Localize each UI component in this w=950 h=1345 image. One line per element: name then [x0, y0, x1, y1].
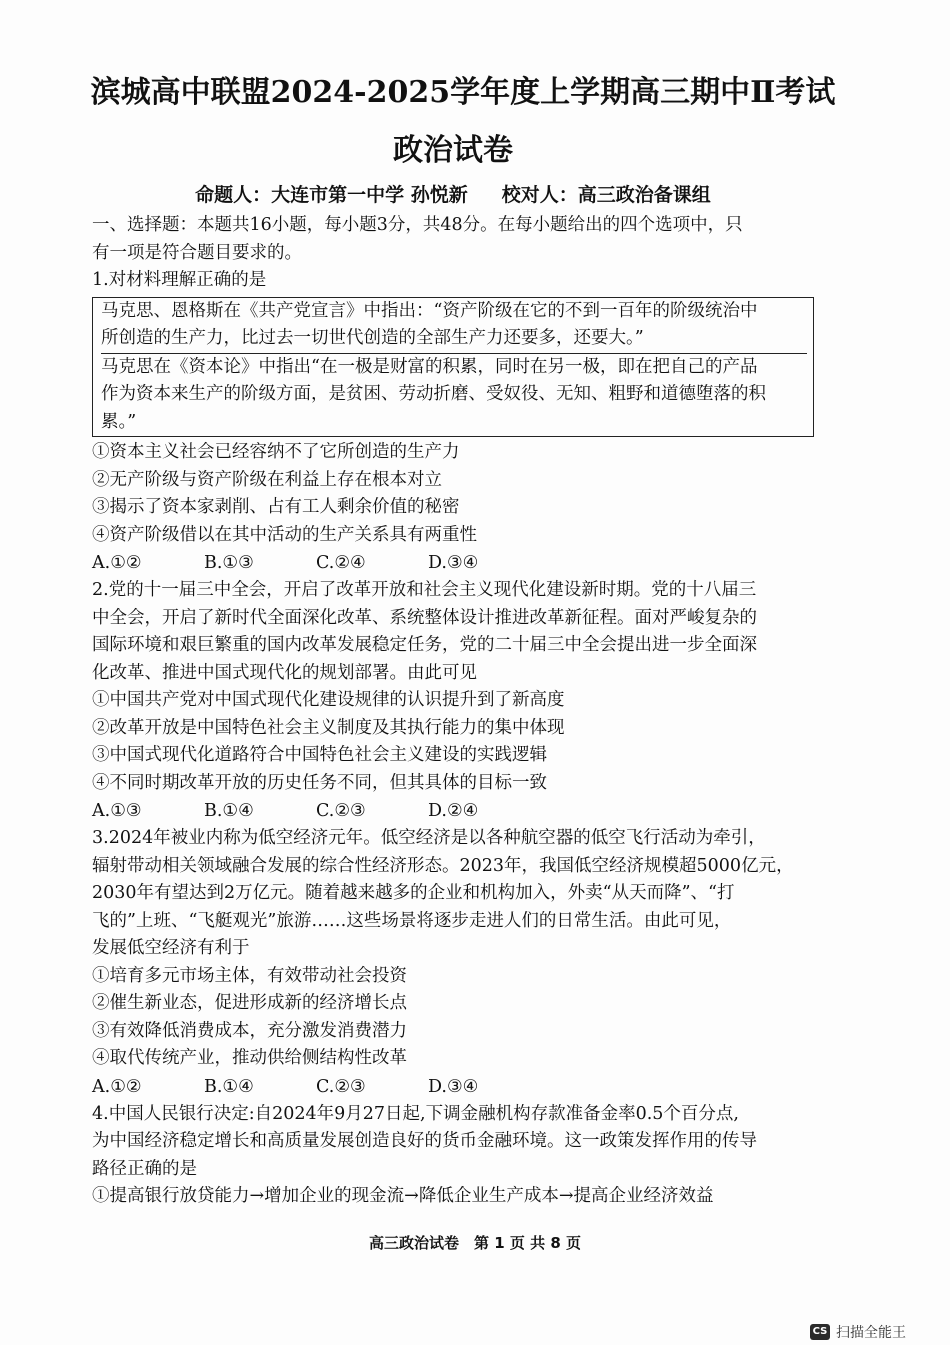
- question-stem: 飞的”上班、“飞艇观光”旅游……这些场景将逐步走进人们的日常生活。由此可见，: [92, 910, 732, 931]
- section-instructions: [92, 212, 814, 267]
- question-2: [92, 577, 814, 825]
- answer-options: [92, 797, 814, 825]
- camscanner-icon: CS: [810, 1324, 830, 1340]
- instruction-line: 有一项是符合题目要求的。: [92, 242, 302, 263]
- material-box: [92, 297, 814, 438]
- question-1: [92, 267, 814, 577]
- question-stem: 2.党的十一届三中全会，开启了改革开放和社会主义现代化建设新时期。党的十八届三: [92, 580, 757, 600]
- option-d: D.②④: [428, 801, 479, 821]
- exam-page: [90, 70, 836, 1211]
- exam-meta: [92, 182, 814, 208]
- scanner-watermark: [810, 1318, 950, 1345]
- option-b: B.①④: [204, 1076, 254, 1097]
- question-stem: 化改革、推进中国式现代化的规划部署。由此可见: [92, 662, 477, 683]
- material-line: 马克思在《资本论》中指出“在一极是财富的积累，同时在另一极，即在把自己的产品: [101, 356, 758, 377]
- statement-item: ④取代传统产业，推动供给侧结构性改革: [92, 1048, 407, 1068]
- statement-item: ②改革开放是中国特色社会主义制度及其执行能力的集中体现: [92, 717, 565, 738]
- statement-item: ③有效降低消费成本，充分激发消费潜力: [92, 1020, 407, 1041]
- material-paragraph: [101, 353, 807, 437]
- statement-item: ①提高银行放贷能力→增加企业的现金流→降低企业生产成本→提高企业经济效益: [92, 1186, 714, 1206]
- author-line: 命题人：大连市第一中学 孙悦新: [195, 184, 468, 206]
- question-stem: 2030年有望达到2万亿元。随着越来越多的企业和机构加入，外卖“从天而降”、“打: [92, 883, 735, 903]
- exam-subtitle: 政治试卷: [393, 133, 513, 168]
- question-stem: 为中国经济稳定增长和高质量发展创造良好的货币金融环境。这一政策发挥作用的传导: [92, 1131, 757, 1151]
- option-a: A.①②: [92, 553, 142, 573]
- statement-item: ①中国共产党对中国式现代化建设规律的认识提升到了新高度: [92, 690, 565, 710]
- checker-line: 校对人：高三政治备课组: [501, 184, 711, 206]
- exam-title: 滨城高中联盟2024-2025学年度上学期高三期中Ⅱ考试: [90, 75, 836, 110]
- question-stem: 1.对材料理解正确的是: [92, 270, 267, 290]
- option-b: B.①④: [204, 801, 254, 821]
- option-c: C.②③: [316, 801, 366, 821]
- question-stem: 国际环境和艰巨繁重的国内改革发展稳定任务，党的二十届三中全会提出进一步全面深: [92, 635, 757, 655]
- material-line: 所创造的生产力，比过去一切世代创造的全部生产力还要多，还要大。”: [101, 328, 644, 348]
- statement-item: ①培育多元市场主体，有效带动社会投资: [92, 965, 407, 986]
- material-line: 马克思、恩格斯在《共产党宣言》中指出：“资产阶级在它的不到一百年的阶级统治中: [101, 300, 758, 321]
- question-stem: 路径正确的是: [92, 1158, 197, 1179]
- question-stem: 辐射带动相关领域融合发展的综合性经济形态。2023年，我国低空经济规模超5000亿元，: [92, 855, 794, 876]
- material-line: 累。”: [101, 411, 137, 432]
- option-c: C.②④: [316, 553, 366, 573]
- watermark-text: 扫描全能王: [836, 1324, 906, 1341]
- option-c: C.②③: [316, 1076, 366, 1097]
- question-stem: 中全会，开启了新时代全面深化改革、系统整体设计推进改革新征程。面对严峻复杂的: [92, 607, 757, 628]
- option-d: D.③④: [428, 553, 479, 573]
- material-line: 作为资本来生产的阶级方面，是贫困、劳动折磨、受奴役、无知、粗野和道德堕落的积: [101, 384, 766, 404]
- page-footer: 高三政治试卷 第 1 页 共 8 页: [369, 1234, 581, 1252]
- question-stem: 4.中国人民银行决定:自2024年9月27日起,下调金融机构存款准备金率0.5个百分点,: [92, 1103, 739, 1124]
- answer-options: [92, 1073, 814, 1101]
- answer-options: [92, 549, 814, 577]
- statement-item: ④资产阶级借以在其中活动的生产关系具有两重性: [92, 524, 477, 545]
- material-paragraph: [101, 298, 807, 353]
- option-d: D.③④: [428, 1076, 479, 1097]
- question-3: [92, 825, 814, 1101]
- option-a: A.①②: [92, 1076, 142, 1097]
- statement-item: ③揭示了资本家剥削、占有工人剩余价值的秘密: [92, 497, 460, 517]
- statement-item: ④不同时期改革开放的历史任务不同，但其具体的目标一致: [92, 772, 547, 793]
- option-b: B.①③: [204, 553, 254, 573]
- instruction-line: 一、选择题：本题共16小题，每小题3分，共48分。在每小题给出的四个选项中，只: [92, 215, 743, 235]
- statement-item: ③中国式现代化道路符合中国特色社会主义建设的实践逻辑: [92, 745, 547, 765]
- statement-item: ②无产阶级与资产阶级在利益上存在根本对立: [92, 469, 442, 490]
- question-stem: 3.2024年被业内称为低空经济元年。低空经济是以各种航空器的低空飞行活动为牵引，: [92, 828, 766, 848]
- statement-item: ①资本主义社会已经容纳不了它所创造的生产力: [92, 442, 460, 462]
- question-stem: 发展低空经济有利于: [92, 938, 250, 958]
- question-4: [92, 1101, 814, 1211]
- statement-item: ②催生新业态，促进形成新的经济增长点: [92, 993, 407, 1013]
- option-a: A.①③: [92, 801, 142, 821]
